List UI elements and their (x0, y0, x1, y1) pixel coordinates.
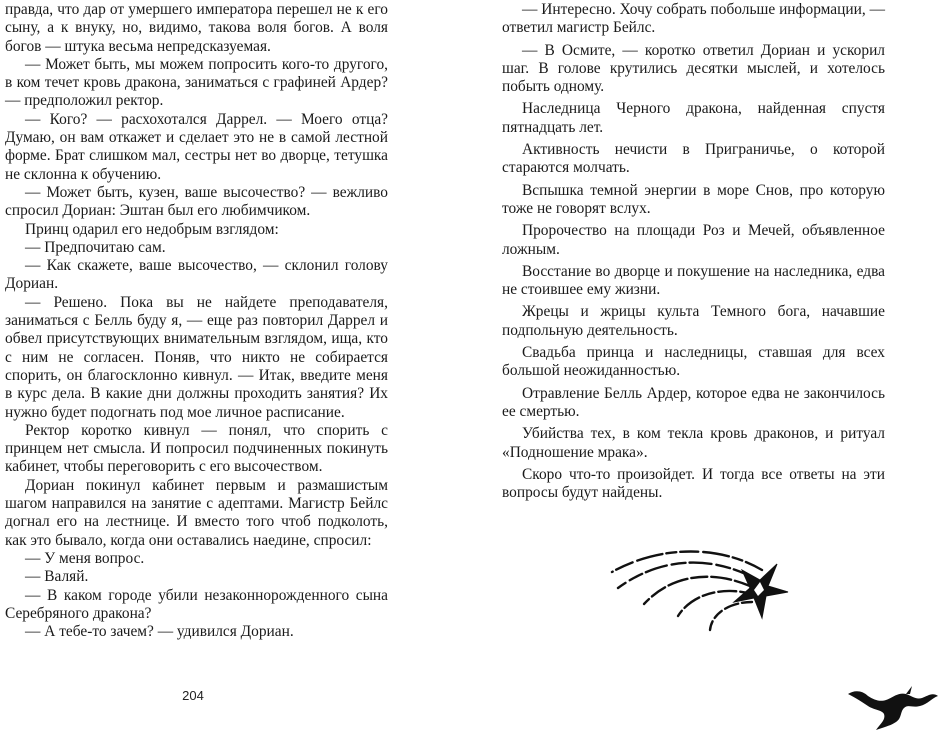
shooting-star-icon (592, 546, 792, 636)
paragraph: правда, что дар от умершего императора перешел не к его сыну, а к внуку, но, видимо, такова воля богов. А воля богов — штука весьма непредсказуемая. (5, 1, 388, 55)
paragraph: — В Осмите, — коротко ответил Дориан и ускорил шаг. В голове крутились десятки мыслей, и хотелось побыть одному. (502, 41, 885, 96)
paragraph: Скоро что-то произойдет. И тогда все ответы на эти вопросы будут найдены. (502, 465, 885, 502)
paragraph: Наследница Черного дракона, найденная спустя пятнадцать лет. (502, 100, 885, 136)
paragraph: — Кого? — расхохотался Даррел. — Моего отца? Думаю, он вам откажет и сделает это не в самой лестной форме. Брат слишком мал, сестры нет во дворце, тетушка не склонна к обучению. (5, 110, 388, 183)
paragraph: Восстание во дворце и покушение на наследника, едва не стоившее ему жизни. (502, 262, 885, 299)
paragraph: — Предпочитаю сам. (25, 238, 166, 256)
dragon-silhouette-icon (846, 682, 940, 731)
left-page-text (5, 1, 388, 641)
paragraph: Вспышка темной энергии в море Снов, про которую тоже не говорят вслух. (502, 181, 885, 217)
paragraph: — Может быть, кузен, ваше высочество? — вежливо спросил Дориан: Эштан был его любимчиком. (5, 183, 388, 220)
paragraph: — У меня вопрос. (25, 549, 145, 567)
paragraph: Убийства тех, в ком текла кровь драконов, и ритуал «Подношение мрака». (502, 425, 885, 461)
page-number: 204 (182, 688, 204, 703)
paragraph: — В каком городе убили незаконнорожденного сына Серебряного дракона? (5, 586, 388, 622)
paragraph: Ректор коротко кивнул — понял, что спорить с принцем нет смысла. И попросил подчиненных покинуть кабинет, чтобы переговорить с его высочеством. (5, 421, 388, 476)
paragraph: — Может быть, мы можем попросить кого-то другого, в ком течет кровь дракона, заниматься с графиней Ардер? — предположил ректор. (5, 55, 388, 110)
paragraph: — Валяй. (25, 568, 89, 586)
paragraph: Отравление Белль Ардер, которое едва не закончилось ее смертью. (502, 384, 885, 420)
paragraph: Принц одарил его недобрым взглядом: (25, 220, 279, 238)
paragraph: — Решено. Пока вы не найдете преподавателя, заниматься с Белль буду я, — еще раз повторил Даррел и обвел присутствующих внимательным взглядом, ища, кто с ним не согласен. Поняв, что никто не собирается спорить, он благосклонно кивнул. — Итак, введите меня в курс дела. В какие дни должны проходить занятия? Их нужно будет подогнать под мое личное расписание. (5, 293, 388, 421)
paragraph: Пророчество на площади Роз и Мечей, объявленное ложным. (502, 222, 885, 258)
paragraph: Жрецы и жрицы культа Темного бога, начавшие подпольную деятельность. (502, 303, 885, 339)
paragraph: Активность нечисти в Приграничье, о которой стараются молчать. (502, 141, 885, 177)
paragraph: — Интересно. Хочу собрать побольше информации, — ответил магистр Бейлс. (502, 1, 885, 37)
right-page-text (502, 1, 885, 502)
paragraph: — А тебе-то зачем? — удивился Дориан. (25, 623, 294, 641)
paragraph: Дориан покинул кабинет первым и размашистым шагом направился на занятие с адептами. Магистр Бейлс догнал его на лестнице. И вместо того чтоб подколоть, как это бывало, когда они оставались наедине, спросил: (5, 476, 388, 549)
paragraph: — Как скажете, ваше высочество, — склонил голову Дориан. (5, 257, 388, 293)
paragraph: Свадьба принца и наследницы, ставшая для всех большой неожиданностью. (502, 344, 885, 380)
